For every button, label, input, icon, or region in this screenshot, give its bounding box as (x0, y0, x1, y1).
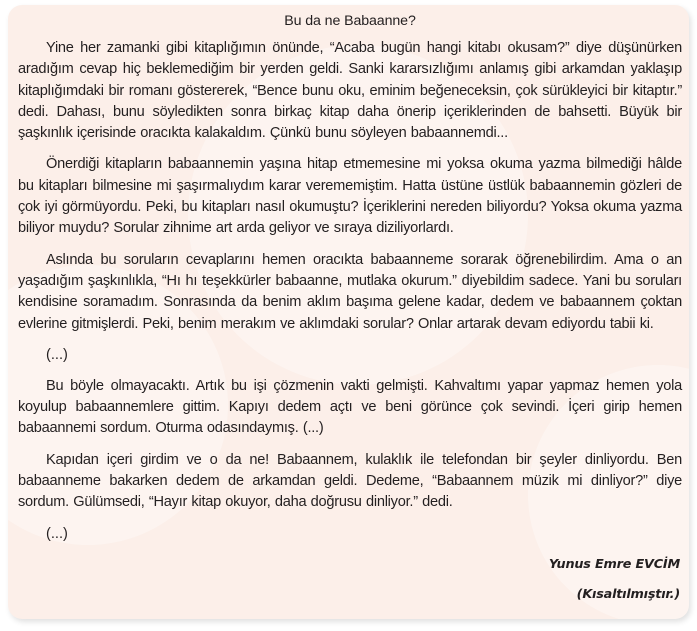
reading-panel (8, 5, 689, 619)
omission-marker: (...) (46, 346, 68, 363)
paragraph-2: Önerdiği kitapların babaannemin yaşına hitap etmemesine mi yoksa okuma yazma bilmediği hâlde bu kitapları bilmesine mi şaşırmalıydım karar verememiştim. Hatta üstüne üstlük babaannemin gözleri de çok iyi görmüyordu. Peki, bu kitapları nasıl okumuştu? İçeriklerini nereden biliyordu? Yoksa okuma yazma biliyor muydu? Sorular zihnime art arda geliyor ve sıraya diziliyorlardı. (18, 156, 682, 237)
paragraph-5: Kapıdan içeri girdim ve o da ne! Babaannem, kulaklık ile telefondan bir şeyler dinliyordu. Ben babaanneme bakarken dedem de arkamdan geldi. Dedeme, “Babaannem müzik mi dinliyor?” diye sordum. Gülümsedi, “Hayır kitap okuyor, daha doğrusu dinliyor.” dedi. (18, 451, 682, 511)
story-content (18, 5, 682, 605)
paragraph-3: Aslında bu soruların cevaplarını hemen oracıkta babaanneme sorarak öğrenebilirdim. Ama o an yaşadığım şaşkınlıkla, “Hı hı teşekkürler babaanne, mutlaka okurum.” diyebildim sadece. Yani bu soruları kendisine soramadım. Sonrasında da benim aklım başıma gelene kadar, dedem ve babaannem çoktan evlerine gitmişlerdi. Peki, benim merakım ve aklımdaki sorular? Onlar artarak devam ediyordu tabii ki. (18, 251, 682, 332)
author-name: Yunus Emre EVCİM (548, 556, 680, 572)
story-title: Bu da ne Babaanne? (284, 13, 416, 29)
omission-marker: (...) (46, 525, 68, 542)
paragraph-1: Yine her zamanki gibi kitaplığımın önünde, “Acaba bugün hangi kitabı okusam?” diye düşünürken aradığım cevap hiç beklemediğim bir yerden geldi. Sanki kararsızlığımı anlamış gibi arkamdan yaklaşıp kitaplığımdaki bir romanı göstererek, “Bence bunu oku, eminim beğeneceksin, çok sürükleyici bir kitaptır.” dedi. Dahası, bunu söyledikten sonra birkaç kitap daha önerip içeriklerinden de bahsetti. Büyük bir şaşkınlık içerisinde oracıkta kalakaldım. Çünkü bunu söyleyen babaannemdi... (18, 40, 682, 142)
abridged-note: (Kısaltılmıştır.) (576, 586, 680, 602)
paragraph-4: Bu böyle olmayacaktı. Artık bu işi çözmenin vakti gelmişti. Kahvaltımı yapar yapmaz hemen yola koyulup babaannemlere gittim. Kapıyı dedem açtı ve beni görünce çok sevindi. İçeri girip hemen babaannemi sordum. Oturma odasındaymış. (...) (18, 377, 682, 437)
